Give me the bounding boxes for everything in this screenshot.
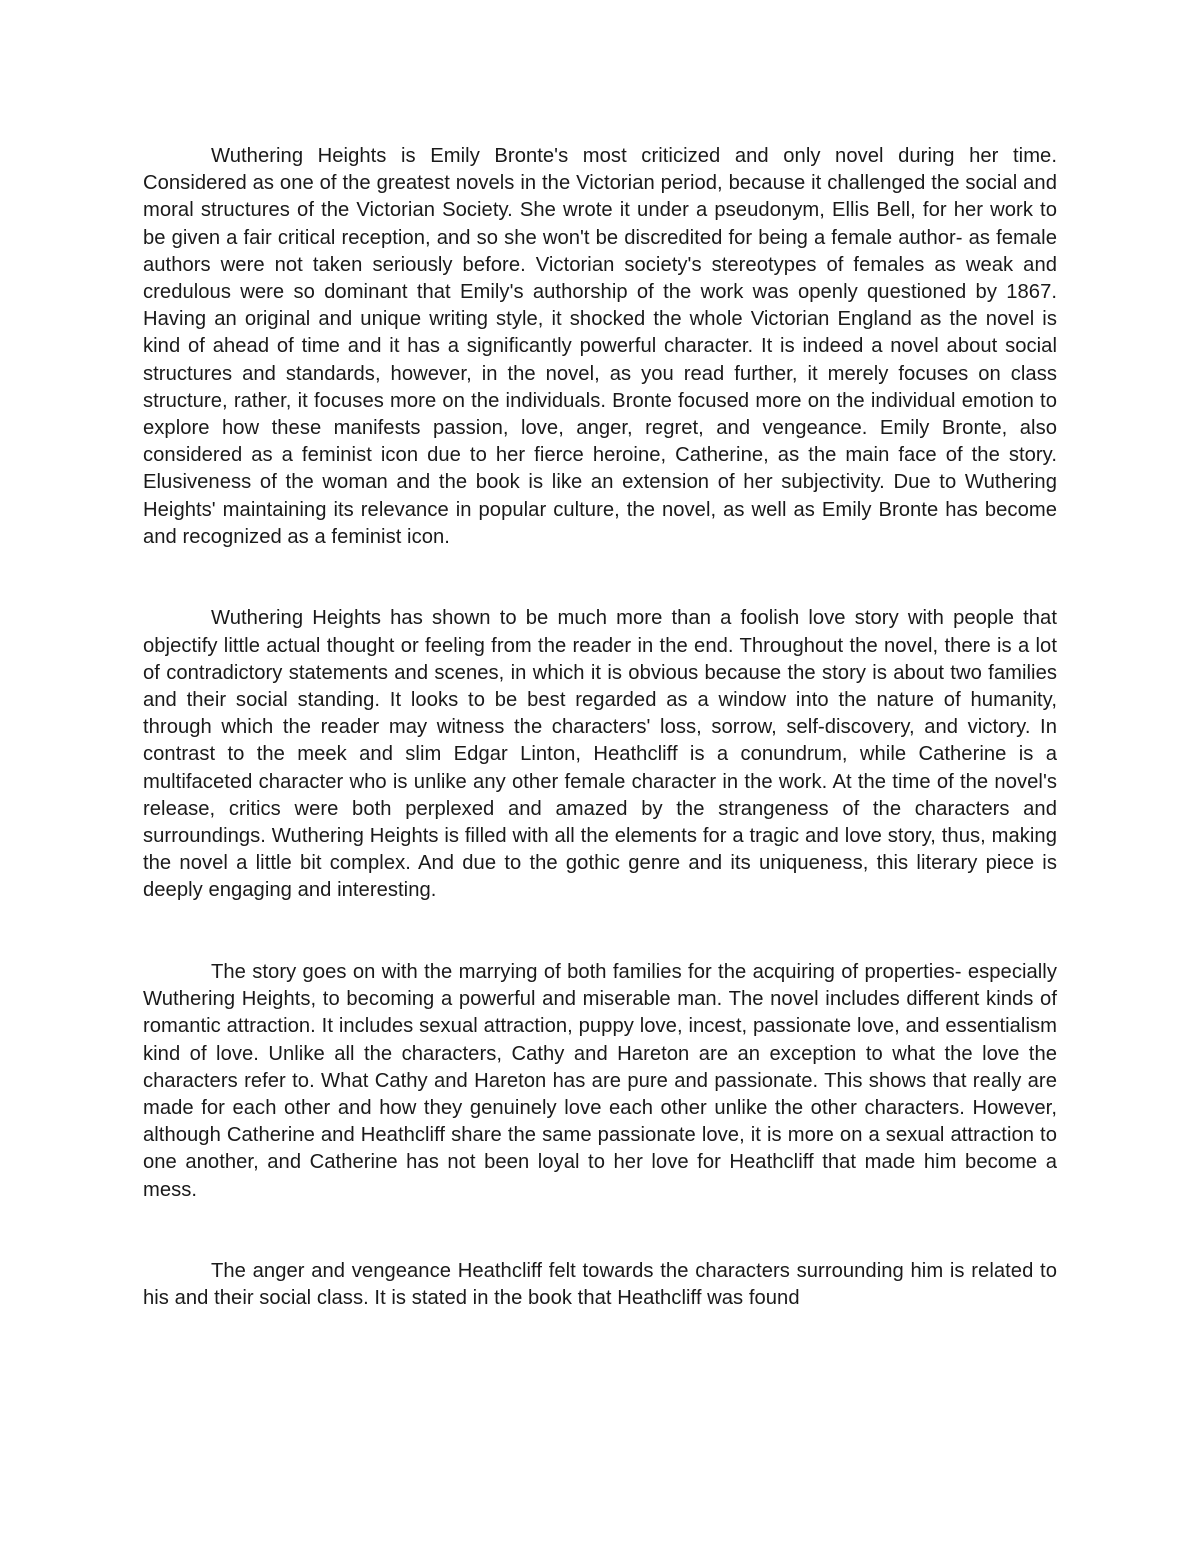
document-body [143,143,1057,1313]
paragraph-2: Wuthering Heights has shown to be much more than a foolish love story with people that objectify little actual thought or feeling from the reader in the end. Throughout the novel, there is a lot of contradictory statements and scenes, in which it is obvious because the story is about two families and their social standing. It looks to be best regarded as a window into the nature of humanity, through which the reader may witness the characters' loss, sorrow, self-discovery, and victory. In contrast to the meek and slim Edgar Linton, Heathcliff is a conundrum, while Catherine is a multifaceted character who is unlike any other female character in the work. At the time of the novel's release, critics were both perplexed and amazed by the strangeness of the characters and surroundings. Wuthering Heights is filled with all the elements for a tragic and love story, thus, making the novel a little bit complex. And due to the gothic genre and its uniqueness, this literary piece is deeply engaging and interesting. [143,607,1057,902]
paragraph-4: The anger and vengeance Heathcliff felt towards the characters surrounding him is related to his and their social class. It is stated in the book that Heathcliff was found [143,1260,1057,1310]
paragraph-1: Wuthering Heights is Emily Bronte's most criticized and only novel during her time. Considered as one of the greatest novels in the Victorian period, because it challenged the social and moral structures of the Victorian Society. She wrote it under a pseudonym, Ellis Bell, for her work to be given a fair critical reception, and so she won't be discredited for being a female author- as female authors were not taken seriously before. Victorian society's stereotypes of females as weak and credulous were so dominant that Emily's authorship of the work was openly questioned by 1867. Having an original and unique writing style, it shocked the whole Victorian England as the novel is kind of ahead of time and it has a significantly powerful character. It is indeed a novel about social structures and standards, however, in the novel, as you read further, it merely focuses on class structure, rather, it focuses more on the individuals. Bronte focused more on the individual emotion to explore how these manifests passion, love, anger, regret, and vengeance. Emily Bronte, also considered as a feminist icon due to her fierce heroine, Catherine, as the main face of the story. Elusiveness of the woman and the book is like an extension of her subjectivity. Due to Wuthering Heights' maintaining its relevance in popular culture, the novel, as well as Emily Bronte has become and recognized as a feminist icon. [143,145,1057,548]
paragraph-3: The story goes on with the marrying of both families for the acquiring of properties- especially Wuthering Heights, to becoming a powerful and miserable man. The novel includes different kinds of romantic attraction. It includes sexual attraction, puppy love, incest, passionate love, and essentialism kind of love. Unlike all the characters, Cathy and Hareton are an exception to what the love the characters refer to. What Cathy and Hareton has are pure and passionate. This shows that really are made for each other and how they genuinely love each other unlike the other characters. However, although Catherine and Heathcliff share the same passionate love, it is more on a sexual attraction to one another, and Catherine has not been loyal to her love for Heathcliff that made him become a mess. [143,961,1057,1201]
